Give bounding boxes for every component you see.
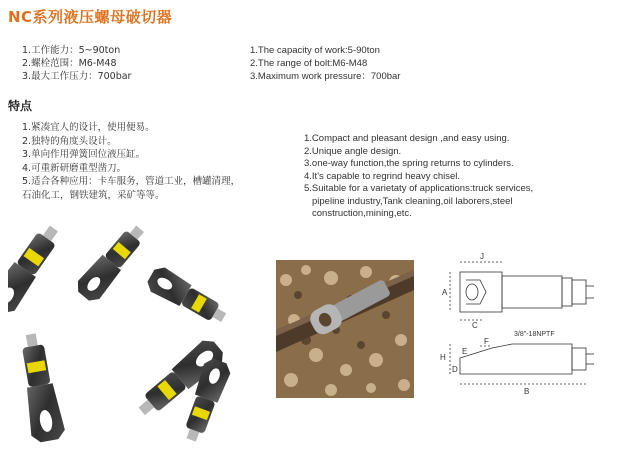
dim-label: B xyxy=(524,387,530,396)
feature-en-line: 1.Compact and pleasant design ,and easy using. xyxy=(304,133,510,144)
feature-en-line: 3.one-way function,the spring returns to cylinders. xyxy=(304,158,514,169)
dim-label: A xyxy=(442,288,448,297)
dim-label: C xyxy=(472,321,478,330)
nut-splitter-products-image xyxy=(8,222,258,450)
feature-en-line: construction,mining,etc. xyxy=(312,208,412,219)
dim-label: J xyxy=(480,252,484,261)
feature-en-line: 2.Unique angle design. xyxy=(304,145,402,157)
spec-cn-line: 3.最大工作压力：700bar xyxy=(22,71,132,82)
feature-cn-line: 3.单向作用弹簧回位液压缸。 xyxy=(22,149,146,160)
features-chinese xyxy=(22,121,240,202)
specs-chinese xyxy=(22,44,131,83)
feature-cn-line: 4.可重新研磨重型凿刀。 xyxy=(22,162,127,174)
dim-label: H xyxy=(440,353,446,362)
spec-cn-line: 1.工作能力：5~90ton xyxy=(22,45,121,56)
features-english xyxy=(304,133,616,221)
spec-en-line: 3.Maximum work pressure：700bar xyxy=(250,71,401,82)
dim-label: 3/8"-18NPTF xyxy=(514,331,555,338)
feature-en-line: 5.Suitable for a varietaty of applications:truck services, xyxy=(304,183,534,194)
dimension-drawing xyxy=(432,250,616,400)
dim-label: E xyxy=(462,347,468,356)
feature-en-line: pipeline industry,Tank cleaning,oil laborers,steel xyxy=(312,195,513,207)
dim-label: F xyxy=(484,337,489,346)
rail-application-image xyxy=(276,260,414,398)
spec-en-line: 1.The capacity of work:5-90ton xyxy=(250,45,380,56)
spec-cn-line: 2.螺栓范围：M6-M48 xyxy=(22,58,117,69)
feature-en-line: 4.It's capable to regrind heavy chisel. xyxy=(304,170,461,182)
spec-en-line: 2.The range of bolt:M6-M48 xyxy=(250,58,368,69)
feature-cn-line: 石油化工，钢铁建筑，采矿等等。 xyxy=(22,189,165,201)
specs-english xyxy=(250,44,400,83)
features-heading: 特点 xyxy=(8,99,33,113)
feature-cn-line: 1.紧凑宜人的设计，使用便易。 xyxy=(22,122,155,133)
feature-cn-line: 2.独特的角度头设计。 xyxy=(22,135,117,147)
dim-label: D xyxy=(452,365,458,374)
feature-cn-line: 5.适合各种应用：卡车服务，管道工业，槽罐清理， xyxy=(22,176,241,187)
page-title: NC系列液压螺母破切器 xyxy=(8,8,173,26)
